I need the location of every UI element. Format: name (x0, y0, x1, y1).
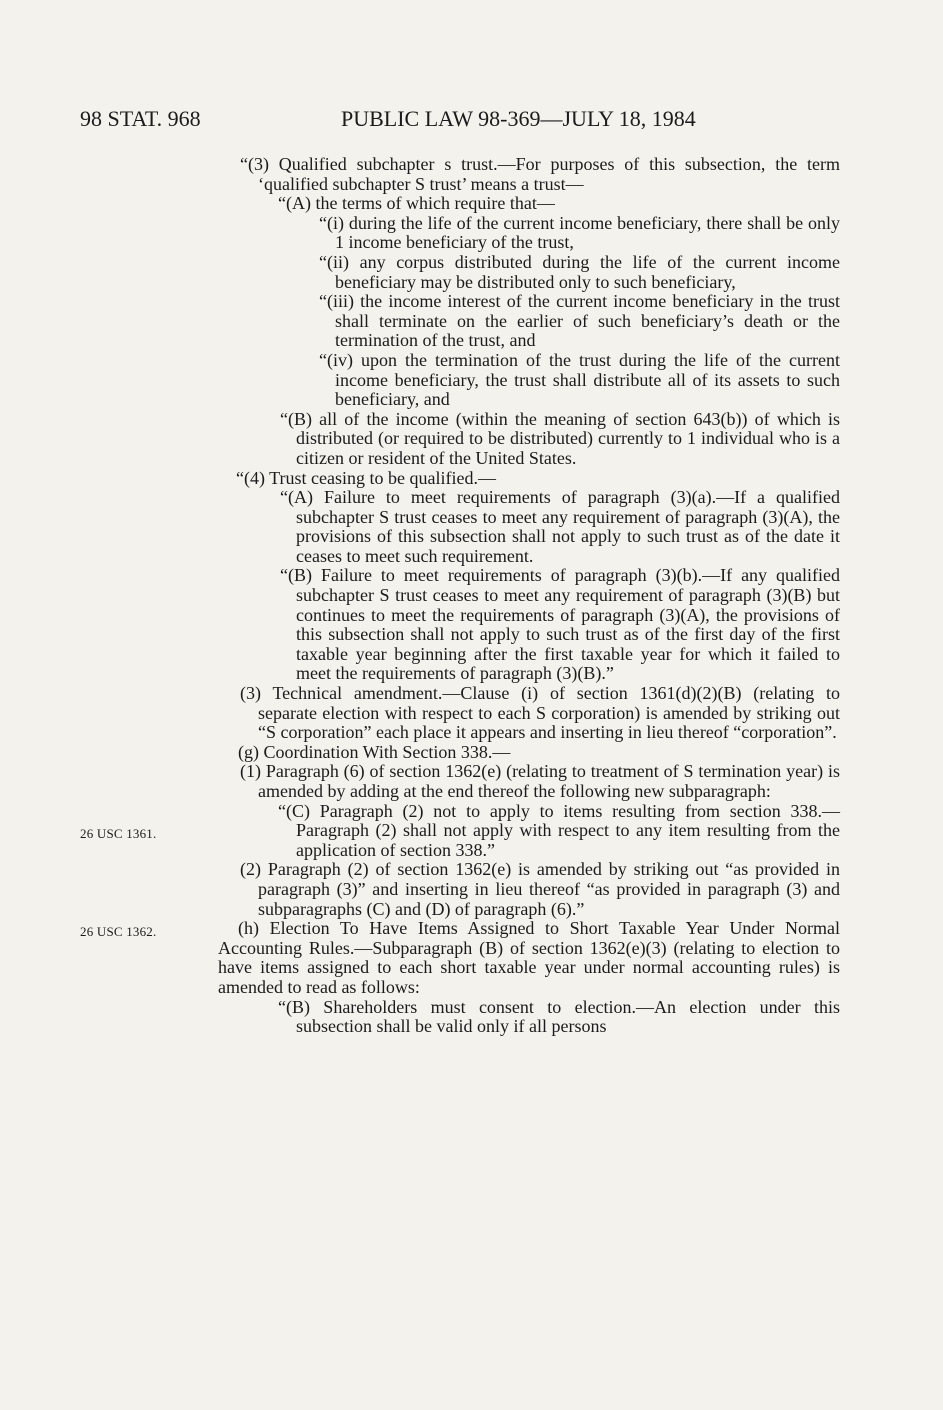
paragraph: (g) Coordination With Section 338.— (238, 741, 511, 762)
margin-note: 26 USC 1361. (80, 826, 157, 841)
paragraph: “(4) Trust ceasing to be qualified.— (236, 467, 496, 488)
public-law-title: PUBLIC LAW 98-369—JULY 18, 1984 (341, 106, 696, 131)
paragraph: “(A) Failure to meet requirements of paragraph (3)(a).—If a qualified subchapter S trust ceases to meet any requirement of paragraph (3)(A), the provisions of this subsection shall not apply to such trust as of the date it ceases to meet such requirement. (280, 487, 840, 566)
paragraph: (h) Election To Have Items Assigned to Short Taxable Year Under Normal Accounting Rules.—Subparagraph (B) of section 1362(e)(3) (relating to election to have items assigned to each short taxable year under normal accounting rules) is amended to read as follows: (218, 918, 840, 997)
paragraph: “(i) during the life of the current income beneficiary, there shall be only 1 income beneficiary of the trust, (319, 212, 840, 253)
paragraph: “(B) all of the income (within the meaning of section 643(b)) of which is distributed (or required to be distributed) currently to 1 individual who is a citizen or resident of the United States. (280, 408, 840, 468)
page-header (0, 106, 943, 136)
paragraph: “(A) the terms of which require that— (278, 193, 555, 214)
paragraph: “(C) Paragraph (2) not to apply to items resulting from section 338.—Paragraph (2) shall not apply with respect to any item resulting from the application of section 338.” (278, 800, 840, 860)
paragraph: “(ii) any corpus distributed during the life of the current income beneficiary may be distributed only to such beneficiary, (319, 251, 840, 292)
paragraph: (1) Paragraph (6) of section 1362(e) (relating to treatment of S termination year) is amended by adding at the end thereof the following new subparagraph: (240, 761, 840, 801)
paragraph: (3) Technical amendment.—Clause (i) of section 1361(d)(2)(B) (relating to separate election with respect to each S corporation) is amended by striking out “S corporation” each place it appears and inserting in lieu thereof “corporation”. (240, 683, 840, 743)
margin-note: 26 USC 1362. (80, 924, 157, 939)
paragraph: “(B) Failure to meet requirements of paragraph (3)(b).—If any qualified subchapter S trust ceases to meet any requirement of paragraph (3)(B) but continues to meet the requirements of paragraph (3)(A), the provisions of this subsection shall not apply to such trust as of the first day of the first taxable year beginning after the first taxable year for which it failed to meet the requirements of paragraph (3)(B).” (280, 565, 840, 684)
paragraph: (2) Paragraph (2) of section 1362(e) is amended by striking out “as provided in paragraph (3)” and inserting in lieu thereof “as provided in paragraph (3) and subparagraphs (C) and (D) of paragraph (6).” (240, 859, 840, 919)
paragraph: “(3) Qualified subchapter s trust.—For purposes of this subsection, the term ‘qualified subchapter S trust’ means a trust— (240, 154, 840, 194)
paragraph: “(iii) the income interest of the current income beneficiary in the trust shall terminate on the earlier of such beneficiary’s death or the termination of the trust, and (319, 291, 840, 351)
document-body (218, 155, 840, 1037)
paragraph: “(B) Shareholders must consent to election.—An election under this subsection shall be valid only if all persons (278, 996, 840, 1037)
statute-page-number: 98 STAT. 968 (80, 106, 201, 131)
paragraph: “(iv) upon the termination of the trust during the life of the current income beneficiary, the trust shall distribute all of its assets to such beneficiary, and (319, 349, 840, 410)
